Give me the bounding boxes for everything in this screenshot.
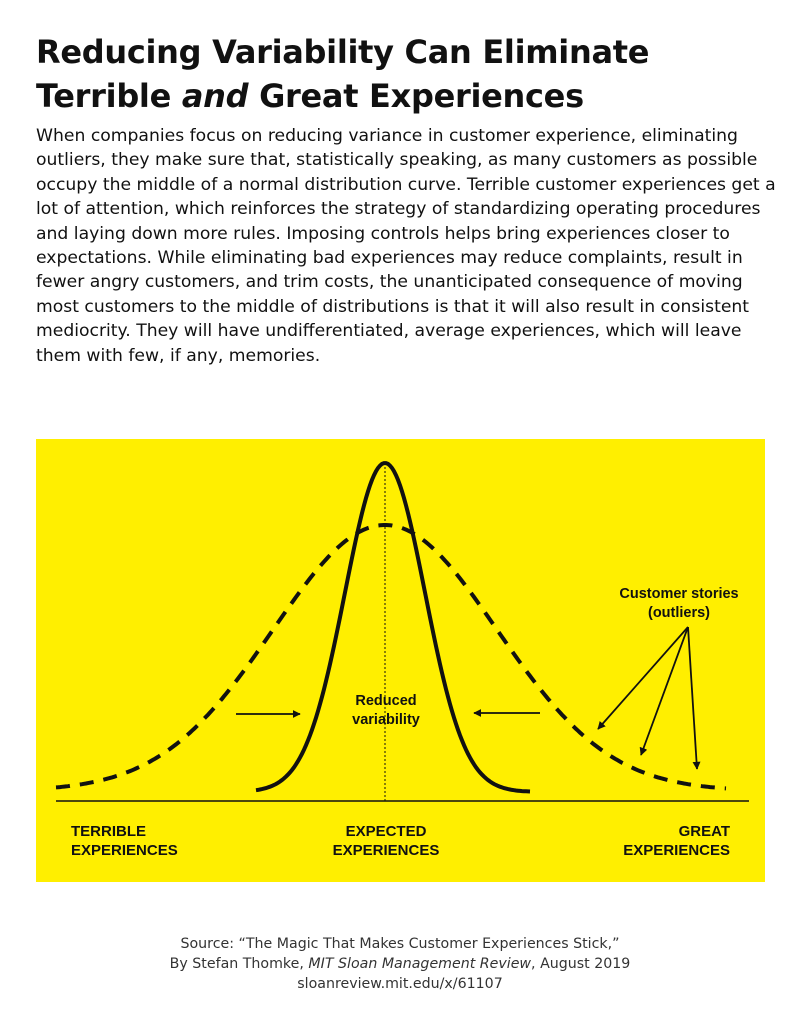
title-line-2-start: Terrible (36, 77, 182, 115)
stories-label-line-2: (outliers) (647, 605, 711, 621)
narrow-distribution-curve (256, 463, 530, 791)
title-line-2-end: Great Experiences (248, 77, 584, 115)
reduced-label-line-2: variability (352, 712, 420, 728)
terrible-line-1: TERRIBLE (71, 823, 146, 840)
source-line-1: Source: “The Magic That Makes Customer Experiences Stick,” (180, 936, 620, 952)
title-line-2-emphasis: and (181, 77, 249, 115)
terrible-line-2: EXPERIENCES (71, 842, 178, 859)
terrible-experiences-label (71, 822, 178, 860)
reduced-label-line-1: Reduced (355, 693, 417, 709)
source-url: sloanreview.mit.edu/x/61107 (297, 976, 503, 992)
source-line-2-start: By Stefan Thomke, (169, 956, 309, 972)
title-line-1: Reducing Variability Can Eliminate (36, 33, 650, 71)
page-title (36, 30, 776, 118)
source-line-2-end: , August 2019 (531, 956, 631, 972)
reduced-variability-label (326, 692, 446, 730)
customer-stories-label (604, 585, 754, 623)
great-line-1: GREAT (678, 823, 730, 840)
great-line-2: EXPERIENCES (623, 842, 730, 859)
outlier-arrow-2 (641, 627, 688, 755)
expected-line-2: EXPERIENCES (332, 842, 440, 859)
stories-label-line-1: Customer stories (619, 586, 739, 602)
wide-distribution-curve (56, 525, 726, 788)
outlier-arrow-3 (688, 627, 697, 769)
great-experiences-label (623, 822, 730, 860)
expected-experiences-label (306, 822, 466, 860)
intro-paragraph: When companies focus on reducing variance in customer experience, eliminating outliers, they make sure that, statistically speaking, as many customers as possible occupy the middle of a normal distribution curve. Terrible customer experiences get a lot of attention, which reinforces the strategy of standardizing operating procedures and laying down more rules. Imposing controls helps bring experiences closer to expectations. While eliminating bad experiences may reduce complaints, result in fewer angry customers, and trim costs, the unanticipated consequence of moving most customers to the middle of distributions is that it will also result in consistent mediocrity. They will have undifferentiated, average experiences, which will leave them with few, if any, memories. (36, 126, 776, 366)
distribution-svg (36, 439, 765, 882)
distribution-diagram (36, 439, 765, 882)
source-publication: MIT Sloan Management Review (308, 956, 532, 972)
source-credit (0, 934, 800, 994)
expected-line-1: EXPECTED (345, 823, 427, 840)
outlier-arrow-1 (598, 627, 688, 729)
